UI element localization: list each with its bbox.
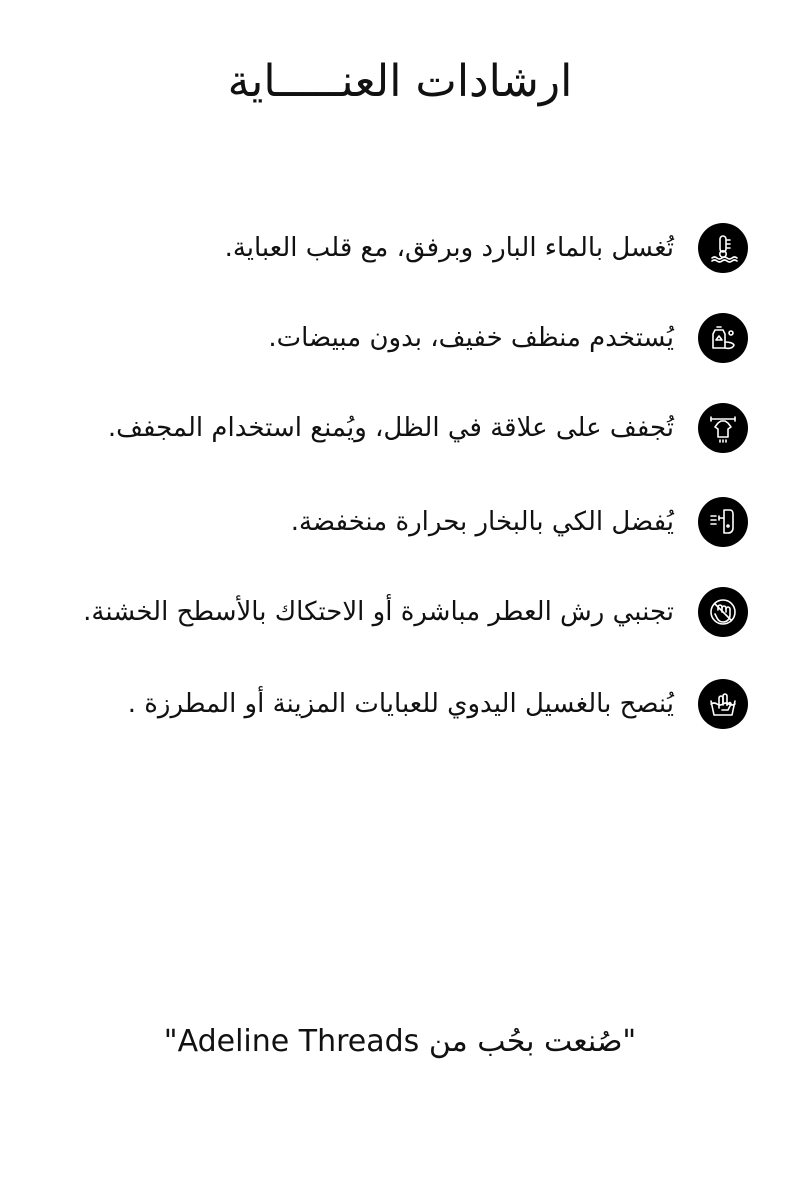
- hang-dry-icon: [698, 403, 748, 453]
- care-item-text: تُغسل بالماء البارد وبرفق، مع قلب العباية.: [224, 233, 674, 263]
- care-item-text: يُفضل الكي بالبخار بحرارة منخفضة.: [290, 507, 674, 537]
- footer-signature: "صُنعت بحُب من Adeline Threads": [163, 1024, 637, 1059]
- care-item-wash-cold: [0, 218, 800, 278]
- care-item-hang-dry: [0, 398, 800, 458]
- mild-detergent-icon: [698, 313, 748, 363]
- washing-temperature-icon: [698, 223, 748, 273]
- care-item-text: يُنصح بالغسيل اليدوي للعبايات المزينة أو المطرزة .: [127, 689, 674, 719]
- care-item-text: يُستخدم منظف خفيف، بدون مبيضات.: [268, 323, 674, 353]
- steam-iron-icon: [698, 497, 748, 547]
- care-item-text: تُجفف على علاقة في الظل، ويُمنع استخدام المجفف.: [107, 413, 674, 443]
- no-perfume-spray-icon: [698, 587, 748, 637]
- care-item-hand-wash: [0, 674, 800, 734]
- care-item-steam-iron: [0, 492, 800, 552]
- care-item-text: تجنبي رش العطر مباشرة أو الاحتكاك بالأسطح الخشنة.: [83, 597, 674, 627]
- page-title: ارشادات العنـــــاية: [227, 56, 573, 107]
- hand-wash-icon: [698, 679, 748, 729]
- care-item-no-perfume: [0, 582, 800, 642]
- care-item-mild-detergent: [0, 308, 800, 368]
